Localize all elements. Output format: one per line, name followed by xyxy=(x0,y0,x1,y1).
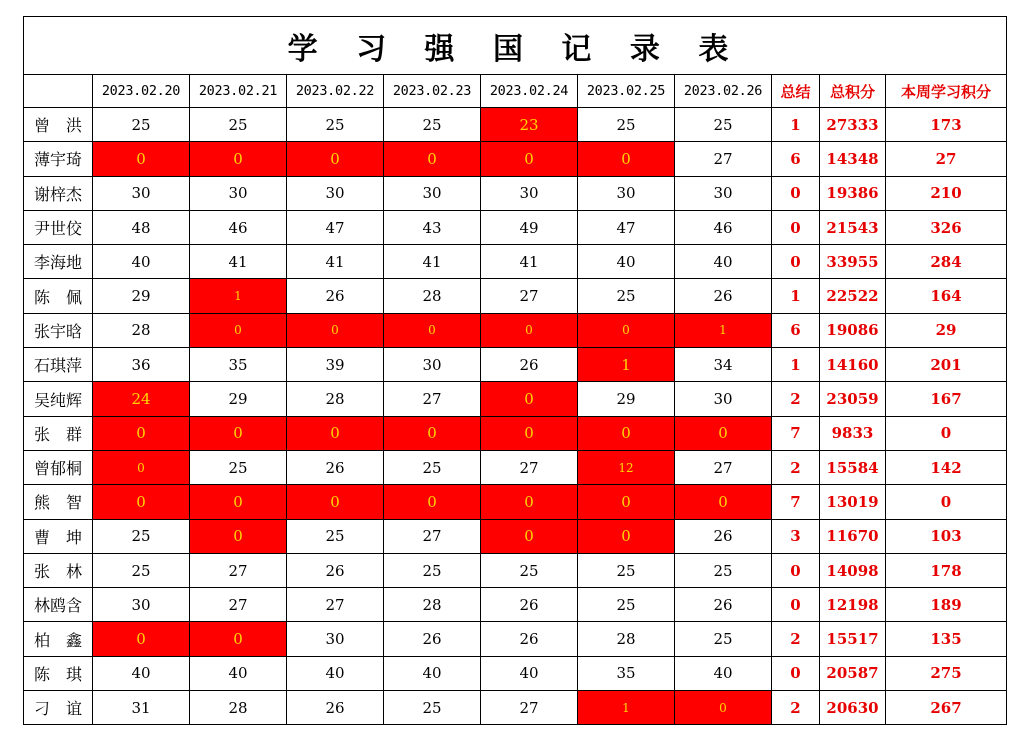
study-record-table xyxy=(23,16,1007,725)
day-score-cell: 41 xyxy=(190,245,287,279)
day-score-cell: 30 xyxy=(190,176,287,210)
day-score-cell: 26 xyxy=(675,519,772,553)
summary-cell: 0 xyxy=(772,656,820,690)
header-date: 2023.02.25 xyxy=(578,75,675,108)
summary-cell: 1 xyxy=(772,348,820,382)
week-points-cell: 189 xyxy=(886,588,1007,622)
student-name: 曾郁桐 xyxy=(24,450,93,484)
day-score-cell: 1 xyxy=(190,279,287,313)
day-score-cell: 0 xyxy=(578,485,675,519)
total-points-cell: 14160 xyxy=(820,348,886,382)
day-score-cell: 27 xyxy=(481,450,578,484)
summary-cell: 2 xyxy=(772,450,820,484)
day-score-cell: 0 xyxy=(481,142,578,176)
day-score-cell: 0 xyxy=(93,485,190,519)
day-score-cell: 26 xyxy=(675,588,772,622)
day-score-cell: 36 xyxy=(93,348,190,382)
day-score-cell: 40 xyxy=(578,245,675,279)
header-row xyxy=(24,75,1007,108)
day-score-cell: 29 xyxy=(578,382,675,416)
student-name: 张 群 xyxy=(24,416,93,450)
day-score-cell: 1 xyxy=(675,313,772,347)
day-score-cell: 0 xyxy=(190,622,287,656)
total-points-cell: 15517 xyxy=(820,622,886,656)
day-score-cell: 25 xyxy=(93,553,190,587)
header-date: 2023.02.20 xyxy=(93,75,190,108)
table-row xyxy=(24,210,1007,244)
table-row xyxy=(24,519,1007,553)
week-points-cell: 0 xyxy=(886,416,1007,450)
week-points-cell: 103 xyxy=(886,519,1007,553)
day-score-cell: 28 xyxy=(384,588,481,622)
table-row xyxy=(24,108,1007,142)
day-score-cell: 0 xyxy=(93,622,190,656)
day-score-cell: 41 xyxy=(384,245,481,279)
day-score-cell: 25 xyxy=(190,108,287,142)
day-score-cell: 0 xyxy=(481,416,578,450)
total-points-cell: 33955 xyxy=(820,245,886,279)
day-score-cell: 0 xyxy=(190,313,287,347)
header-date: 2023.02.26 xyxy=(675,75,772,108)
header-blank xyxy=(24,75,93,108)
day-score-cell: 26 xyxy=(287,450,384,484)
week-points-cell: 29 xyxy=(886,313,1007,347)
day-score-cell: 25 xyxy=(384,553,481,587)
day-score-cell: 30 xyxy=(675,382,772,416)
table-row xyxy=(24,485,1007,519)
day-score-cell: 47 xyxy=(578,210,675,244)
day-score-cell: 30 xyxy=(287,176,384,210)
week-points-cell: 284 xyxy=(886,245,1007,279)
summary-cell: 2 xyxy=(772,691,820,725)
day-score-cell: 0 xyxy=(675,485,772,519)
day-score-cell: 26 xyxy=(675,279,772,313)
day-score-cell: 25 xyxy=(481,553,578,587)
day-score-cell: 1 xyxy=(578,691,675,725)
table-row xyxy=(24,176,1007,210)
total-points-cell: 13019 xyxy=(820,485,886,519)
day-score-cell: 40 xyxy=(93,245,190,279)
total-points-cell: 21543 xyxy=(820,210,886,244)
day-score-cell: 39 xyxy=(287,348,384,382)
day-score-cell: 0 xyxy=(384,485,481,519)
day-score-cell: 0 xyxy=(384,313,481,347)
day-score-cell: 25 xyxy=(287,519,384,553)
day-score-cell: 0 xyxy=(287,313,384,347)
total-points-cell: 27333 xyxy=(820,108,886,142)
header-date: 2023.02.23 xyxy=(384,75,481,108)
day-score-cell: 24 xyxy=(93,382,190,416)
day-score-cell: 1 xyxy=(578,348,675,382)
total-points-cell: 19386 xyxy=(820,176,886,210)
day-score-cell: 25 xyxy=(578,279,675,313)
day-score-cell: 0 xyxy=(190,142,287,176)
student-name: 薄宇琦 xyxy=(24,142,93,176)
table-row xyxy=(24,416,1007,450)
day-score-cell: 40 xyxy=(481,656,578,690)
day-score-cell: 46 xyxy=(190,210,287,244)
table-row xyxy=(24,622,1007,656)
day-score-cell: 28 xyxy=(190,691,287,725)
day-score-cell: 27 xyxy=(481,691,578,725)
week-points-cell: 135 xyxy=(886,622,1007,656)
day-score-cell: 40 xyxy=(287,656,384,690)
total-points-cell: 20630 xyxy=(820,691,886,725)
day-score-cell: 41 xyxy=(481,245,578,279)
day-score-cell: 25 xyxy=(578,588,675,622)
student-name: 石琪萍 xyxy=(24,348,93,382)
day-score-cell: 49 xyxy=(481,210,578,244)
day-score-cell: 0 xyxy=(481,313,578,347)
day-score-cell: 0 xyxy=(93,416,190,450)
total-points-cell: 11670 xyxy=(820,519,886,553)
day-score-cell: 40 xyxy=(675,245,772,279)
day-score-cell: 0 xyxy=(190,416,287,450)
summary-cell: 0 xyxy=(772,588,820,622)
summary-cell: 0 xyxy=(772,176,820,210)
day-score-cell: 25 xyxy=(287,108,384,142)
day-score-cell: 25 xyxy=(93,519,190,553)
day-score-cell: 31 xyxy=(93,691,190,725)
day-score-cell: 40 xyxy=(675,656,772,690)
day-score-cell: 0 xyxy=(675,691,772,725)
day-score-cell: 12 xyxy=(578,450,675,484)
table-row xyxy=(24,656,1007,690)
day-score-cell: 34 xyxy=(675,348,772,382)
day-score-cell: 26 xyxy=(384,622,481,656)
week-points-cell: 210 xyxy=(886,176,1007,210)
day-score-cell: 30 xyxy=(93,176,190,210)
summary-cell: 7 xyxy=(772,485,820,519)
header-week-points: 本周学习积分 xyxy=(886,75,1007,108)
day-score-cell: 29 xyxy=(190,382,287,416)
header-total-points: 总积分 xyxy=(820,75,886,108)
table-row xyxy=(24,382,1007,416)
summary-cell: 0 xyxy=(772,210,820,244)
header-date: 2023.02.24 xyxy=(481,75,578,108)
student-name: 熊 智 xyxy=(24,485,93,519)
summary-cell: 2 xyxy=(772,382,820,416)
week-points-cell: 173 xyxy=(886,108,1007,142)
day-score-cell: 30 xyxy=(287,622,384,656)
day-score-cell: 25 xyxy=(578,553,675,587)
header-date: 2023.02.22 xyxy=(287,75,384,108)
day-score-cell: 25 xyxy=(578,108,675,142)
student-name: 曹 坤 xyxy=(24,519,93,553)
day-score-cell: 30 xyxy=(481,176,578,210)
day-score-cell: 40 xyxy=(384,656,481,690)
day-score-cell: 29 xyxy=(93,279,190,313)
summary-cell: 1 xyxy=(772,279,820,313)
total-points-cell: 14098 xyxy=(820,553,886,587)
day-score-cell: 0 xyxy=(93,142,190,176)
day-score-cell: 43 xyxy=(384,210,481,244)
day-score-cell: 26 xyxy=(481,622,578,656)
day-score-cell: 0 xyxy=(578,313,675,347)
table-row xyxy=(24,245,1007,279)
day-score-cell: 0 xyxy=(578,416,675,450)
day-score-cell: 0 xyxy=(287,142,384,176)
day-score-cell: 40 xyxy=(93,656,190,690)
week-points-cell: 27 xyxy=(886,142,1007,176)
day-score-cell: 25 xyxy=(190,450,287,484)
day-score-cell: 28 xyxy=(578,622,675,656)
student-name: 李海地 xyxy=(24,245,93,279)
week-points-cell: 201 xyxy=(886,348,1007,382)
header-summary: 总结 xyxy=(772,75,820,108)
day-score-cell: 47 xyxy=(287,210,384,244)
day-score-cell: 0 xyxy=(384,416,481,450)
table-row xyxy=(24,588,1007,622)
week-points-cell: 267 xyxy=(886,691,1007,725)
header-date: 2023.02.21 xyxy=(190,75,287,108)
table-row xyxy=(24,142,1007,176)
day-score-cell: 0 xyxy=(481,485,578,519)
day-score-cell: 27 xyxy=(675,450,772,484)
day-score-cell: 35 xyxy=(190,348,287,382)
table-row xyxy=(24,553,1007,587)
day-score-cell: 25 xyxy=(675,553,772,587)
table-row xyxy=(24,313,1007,347)
day-score-cell: 27 xyxy=(384,382,481,416)
student-name: 陈 佩 xyxy=(24,279,93,313)
day-score-cell: 28 xyxy=(287,382,384,416)
day-score-cell: 26 xyxy=(481,348,578,382)
day-score-cell: 25 xyxy=(675,108,772,142)
day-score-cell: 0 xyxy=(190,519,287,553)
day-score-cell: 48 xyxy=(93,210,190,244)
table-row xyxy=(24,691,1007,725)
day-score-cell: 30 xyxy=(675,176,772,210)
day-score-cell: 26 xyxy=(481,588,578,622)
week-points-cell: 326 xyxy=(886,210,1007,244)
day-score-cell: 0 xyxy=(287,485,384,519)
page-title: 学 习 强 国 记 录 表 xyxy=(24,17,1007,75)
day-score-cell: 25 xyxy=(93,108,190,142)
week-points-cell: 178 xyxy=(886,553,1007,587)
day-score-cell: 35 xyxy=(578,656,675,690)
student-name: 林鸥含 xyxy=(24,588,93,622)
day-score-cell: 46 xyxy=(675,210,772,244)
table-row xyxy=(24,279,1007,313)
summary-cell: 6 xyxy=(772,313,820,347)
summary-cell: 1 xyxy=(772,108,820,142)
total-points-cell: 15584 xyxy=(820,450,886,484)
student-name: 陈 琪 xyxy=(24,656,93,690)
day-score-cell: 0 xyxy=(93,450,190,484)
summary-cell: 0 xyxy=(772,553,820,587)
day-score-cell: 41 xyxy=(287,245,384,279)
day-score-cell: 26 xyxy=(287,553,384,587)
week-points-cell: 142 xyxy=(886,450,1007,484)
day-score-cell: 0 xyxy=(578,142,675,176)
day-score-cell: 30 xyxy=(384,176,481,210)
student-name: 柏 鑫 xyxy=(24,622,93,656)
day-score-cell: 25 xyxy=(384,108,481,142)
total-points-cell: 22522 xyxy=(820,279,886,313)
day-score-cell: 25 xyxy=(384,691,481,725)
day-score-cell: 26 xyxy=(287,691,384,725)
day-score-cell: 30 xyxy=(93,588,190,622)
day-score-cell: 27 xyxy=(190,588,287,622)
student-name: 张宇晗 xyxy=(24,313,93,347)
day-score-cell: 27 xyxy=(287,588,384,622)
summary-cell: 0 xyxy=(772,245,820,279)
student-name: 吴纯辉 xyxy=(24,382,93,416)
day-score-cell: 25 xyxy=(384,450,481,484)
total-points-cell: 19086 xyxy=(820,313,886,347)
day-score-cell: 0 xyxy=(190,485,287,519)
day-score-cell: 0 xyxy=(578,519,675,553)
week-points-cell: 275 xyxy=(886,656,1007,690)
week-points-cell: 167 xyxy=(886,382,1007,416)
table-row xyxy=(24,450,1007,484)
student-name: 刁 谊 xyxy=(24,691,93,725)
week-points-cell: 0 xyxy=(886,485,1007,519)
day-score-cell: 0 xyxy=(675,416,772,450)
day-score-cell: 0 xyxy=(384,142,481,176)
total-points-cell: 14348 xyxy=(820,142,886,176)
day-score-cell: 30 xyxy=(384,348,481,382)
summary-cell: 2 xyxy=(772,622,820,656)
summary-cell: 7 xyxy=(772,416,820,450)
day-score-cell: 27 xyxy=(190,553,287,587)
week-points-cell: 164 xyxy=(886,279,1007,313)
day-score-cell: 0 xyxy=(481,382,578,416)
student-name: 张 林 xyxy=(24,553,93,587)
day-score-cell: 25 xyxy=(675,622,772,656)
day-score-cell: 0 xyxy=(287,416,384,450)
day-score-cell: 28 xyxy=(384,279,481,313)
day-score-cell: 23 xyxy=(481,108,578,142)
day-score-cell: 27 xyxy=(675,142,772,176)
day-score-cell: 0 xyxy=(481,519,578,553)
student-name: 尹世佼 xyxy=(24,210,93,244)
day-score-cell: 27 xyxy=(481,279,578,313)
summary-cell: 3 xyxy=(772,519,820,553)
day-score-cell: 27 xyxy=(384,519,481,553)
total-points-cell: 23059 xyxy=(820,382,886,416)
total-points-cell: 20587 xyxy=(820,656,886,690)
day-score-cell: 26 xyxy=(287,279,384,313)
table-row xyxy=(24,348,1007,382)
day-score-cell: 30 xyxy=(578,176,675,210)
student-name: 谢梓杰 xyxy=(24,176,93,210)
total-points-cell: 12198 xyxy=(820,588,886,622)
total-points-cell: 9833 xyxy=(820,416,886,450)
day-score-cell: 28 xyxy=(93,313,190,347)
day-score-cell: 40 xyxy=(190,656,287,690)
student-name: 曾 洪 xyxy=(24,108,93,142)
summary-cell: 6 xyxy=(772,142,820,176)
